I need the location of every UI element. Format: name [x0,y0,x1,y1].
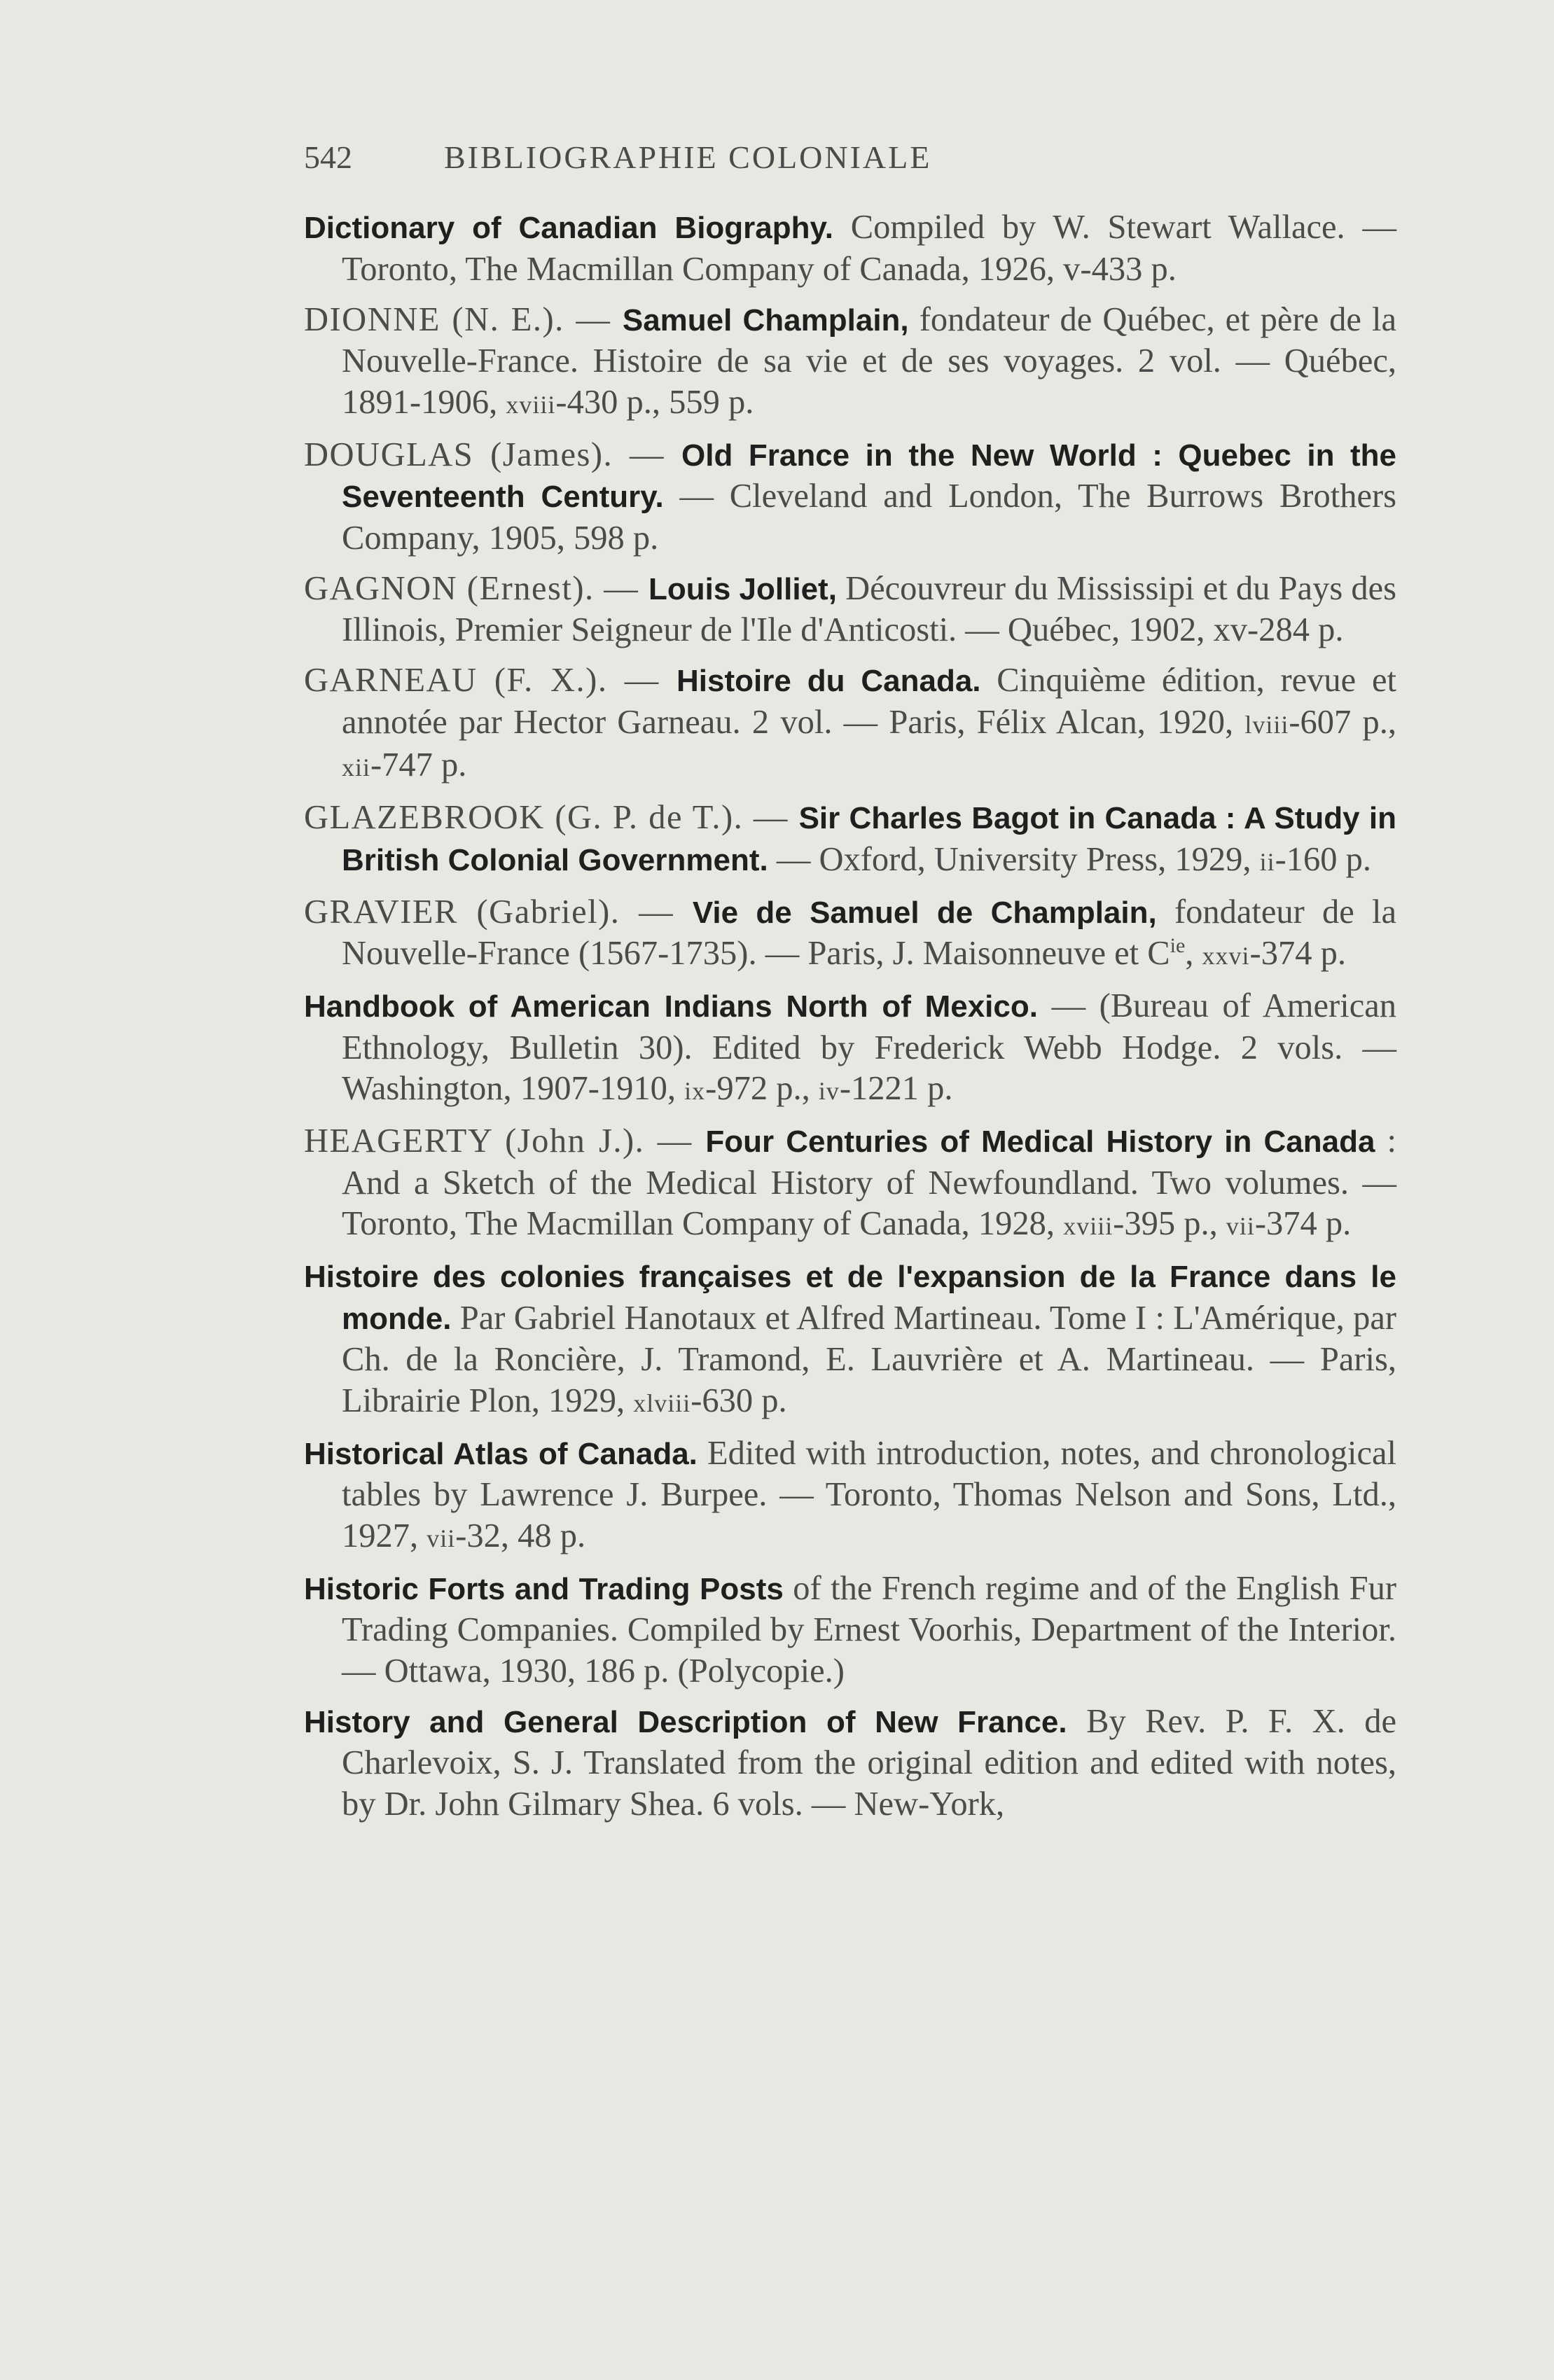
entry-title: Samuel Champlain, [622,302,909,337]
entry-details: -747 p. [370,746,467,784]
entry-details: : And a Sketch of the Medical History of Newfoundland. Two volumes. — Toronto, The Macmillan Company of Canada, 1928, [342,1122,1396,1242]
roman-numeral: vii [426,1524,456,1552]
entry-author: GAGNON (Ernest). — [304,569,648,607]
entry-title: Four Centuries of Medical History in Canada [705,1125,1375,1159]
entry-details: Edited with introduction, notes, and chronological tables by Lawrence J. Burpee. — Toronto, Thomas Nelson and Sons, Ltd., 1927, [342,1434,1396,1554]
bibliography-entry [304,660,1396,788]
entry-details: -430 p., 559 p. [555,383,754,421]
roman-numeral: vii [1226,1212,1255,1240]
running-head [304,139,1144,176]
bibliography-entry [304,1433,1396,1559]
entry-details: — Oxford, University Press, 1929, [768,840,1260,878]
entry-details: -374 p. [1254,1205,1352,1242]
entry-author: DIONNE (N. E.). — [304,300,623,338]
entry-title: Dictionary of Canadian Biography. [304,211,833,245]
roman-numeral: xviii [1063,1212,1114,1240]
bibliography-entry [304,986,1396,1112]
bibliography-entry [304,1256,1396,1424]
roman-numeral: xviii [506,390,556,419]
entry-author: GARNEAU (F. X.). — [304,662,677,699]
entry-details: Par Gabriel Hanotaux et Alfred Martineau. Tome I : L'Amérique, par Ch. de la Roncière, J. Tramond, E. Lauvrière et A. Martineau. — Paris, Librairie Plon, 1929, [342,1299,1396,1419]
entry-details: — (Bureau of American Ethnology, Bulletin 30). Edited by Frederick Webb Hodge. 2 vols. — Washington, 1907-1910, [342,987,1396,1107]
entry-details: — Cleveland and London, The Burrows Brothers Company, 1905, 598 p. [342,478,1396,557]
entry-details: -1221 p. [839,1070,953,1107]
entry-title: Louis Jolliet, [648,571,837,606]
entry-details: fondateur de Québec, et père de la Nouvelle-France. Histoire de sa vie et de ses voyages. 2 vol. — Québec, 1891-1906, [342,300,1396,421]
entry-author: DOUGLAS (James). — [304,436,681,473]
entry-title: Old France in the New World : Quebec in the Seventeenth Century. [342,438,1396,514]
entry-author: GRAVIER (Gabriel). — [304,893,693,931]
bibliography-entry [304,1121,1396,1247]
roman-numeral: ix [684,1077,706,1105]
entry-title: Sir Charles Bagot in Canada : A Study in British Colonial Government. [342,801,1396,877]
entry-details: -972 p., [705,1070,819,1107]
entry-details: -160 p. [1275,840,1372,878]
entry-title: Vie de Samuel de Champlain, [692,895,1157,930]
entry-details: -630 p. [691,1382,787,1419]
entry-author: HEAGERTY (John J.). — [304,1122,706,1160]
entry-author: GLAZEBROOK (G. P. de T.). — [304,799,799,836]
entry-details: -607 p., [1289,703,1396,741]
bibliography-entry [304,300,1396,426]
entry-details: Découvreur du Mississipi et du Pays des Illinois, Premier Seigneur de l'Ile d'Anticosti. — Québec, 1902, xv-284 p. [342,569,1397,648]
bibliography-entry [304,892,1396,977]
entry-title: Historical Atlas of Canada. [304,1436,698,1471]
entry-title: Histoire du Canada. [677,664,981,698]
roman-numeral: iv [818,1077,840,1105]
entry-title: History and General Description of New France. [304,1704,1067,1739]
entry-details: -395 p., [1113,1205,1226,1242]
roman-numeral: xlviii [633,1389,691,1417]
entry-details: By Rev. P. F. X. de Charlevoix, S. J. Translated from the original edition and edited with notes, by Dr. John Gilmary Shea. 6 vols. — New-York, [342,1702,1396,1823]
roman-numeral: ii [1259,847,1275,876]
bibliography-list [304,207,1396,1835]
page-number: 542 [304,139,352,175]
bibliography-entry [304,569,1396,651]
entry-details: -374 p. [1249,935,1346,972]
entry-title: Handbook of American Indians North of Mexico. [304,989,1038,1024]
roman-numeral: lviii [1244,710,1289,739]
entry-details: of the French regime and of the English Fur Trading Companies. Compiled by Ernest Voorhis, Department of the Interior. — Ottawa, 1930, 186 p. (Polycopie.) [342,1569,1396,1690]
entry-title: Historic Forts and Trading Posts [304,1571,784,1606]
bibliography-entry [304,207,1396,290]
bibliography-entry [304,1702,1396,1825]
running-title: BIBLIOGRAPHIE COLONIALE [444,139,932,175]
entry-details: , [1185,935,1202,972]
superscript: ie [1170,933,1186,957]
entry-details: fondateur de la Nouvelle-France (1567-1735). — Paris, J. Maisonneuve et C [342,893,1397,972]
entry-title: Histoire des colonies françaises et de l'expansion de la France dans le monde. [304,1260,1396,1336]
entry-details: Compiled by W. Stewart Wallace. — Toronto, The Macmillan Company of Canada, 1926, v-433 p. [342,209,1396,288]
entry-details: Cinquième édition, revue et annotée par Hector Garneau. 2 vol. — Paris, Félix Alcan, 1920, [342,662,1396,741]
bibliography-entry [304,798,1396,882]
bibliography-entry [304,435,1396,559]
entry-details: -32, 48 p. [455,1517,586,1554]
roman-numeral: xii [342,753,371,781]
roman-numeral: xxvi [1202,942,1250,970]
bibliography-entry [304,1568,1396,1692]
